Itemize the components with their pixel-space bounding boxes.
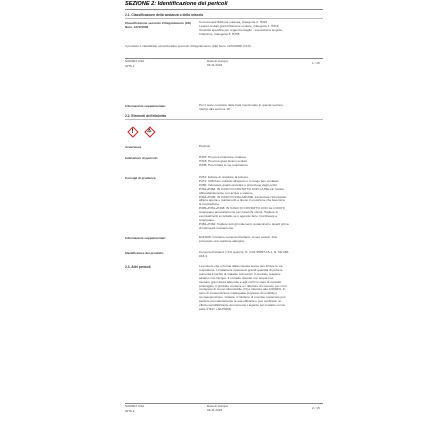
other-hazards-line: respiratorie. L'inalazione ripetuta di grandi quantità di polvere (199, 267, 283, 272)
hazard-statement: H318: Provoca gravi lesioni oculari. (199, 158, 248, 163)
precaution-line: P302+P352: IN CASO DI CONTATTO CON LA PELLE: lavare (199, 186, 284, 191)
subsection-rule (125, 18, 323, 19)
other-hazards-line: contenuto di cromo idrosolubile (VI) è inferiore allo 0,0002%. In (199, 287, 286, 292)
other-hazards-line: effetto sensibilizzante del cemento / legante sul contatto con la (199, 303, 285, 308)
classification-label: Classificazione secondo il Regolamento (CE) Num. 1272/2008 (125, 21, 192, 29)
ghs-pictograms (127, 126, 167, 138)
precautionary-statements-list (199, 176, 325, 231)
subsection-2-1-title: 2.1. Classificazione della sostanza o della miscela (125, 13, 204, 17)
other-hazards-line: alcalino con l'acqua. Il contatto ripetuto con acqua può (199, 275, 274, 280)
precautionary-statements-label: Consigli di prudenza (125, 176, 156, 180)
product-identifier-label: Identificatore del prodotto (125, 251, 164, 255)
classification-line: Irritazione, Categoria 3; H335 (199, 31, 240, 36)
supplementary-info-2-line: EUH208: Contiene cemento Portland, ceneri volanti. Può (199, 235, 278, 239)
precaution-line: sciacquare. (199, 217, 215, 222)
footer-company: SAKRET ASA (125, 404, 145, 408)
classification-line: Corrosione/irritazione cutanea, Categoria 2; H315 (199, 20, 268, 24)
supplementary-info-label: Informazioni supplementari (125, 104, 166, 108)
footer-ghs-revision: GHS 2 (125, 409, 135, 413)
footer-print-date-label: Data di stampa (207, 59, 228, 63)
footer-print-date: 06.11.2023 (207, 63, 223, 67)
precaution-line: P261: Evitare di respirare la polvere. (199, 175, 250, 179)
precaution-line: abbondantemente con acqua e sapone. (199, 190, 254, 195)
section-title: SEZIONE 2: Identificazione dei pericoli (125, 1, 228, 7)
supplementary-info-2-text (199, 236, 324, 244)
hazard-statements-label: Indicazioni di pericolo (125, 156, 158, 160)
other-hazards-line: caso di conservazione inadeguata (ingresso di umidità) o (199, 291, 278, 296)
precaution-line: P304+P340: IN CASO DI INALAZIONE: trasportare l'infortunato (199, 194, 287, 199)
product-identifier-text (199, 251, 324, 259)
precaution-line: sciacquare accuratamente per parecchi minuti. Togliere le (199, 210, 279, 215)
footer-print-date-label: Data di stampa (207, 404, 228, 408)
footer-print-date: 06.11.2023 (207, 408, 223, 412)
other-hazards-line: aumenta il rischio di malattie polmonari. Il prodotto reagisce (199, 271, 281, 276)
precaution-line: di indossarli nuovamente. (199, 225, 235, 230)
signal-word-label: Avvertenze (125, 145, 142, 149)
other-hazards-line: pelle (H317 + EUH203). (199, 306, 232, 311)
precaution-line: eventuali lenti a contatto se è agevole farlo. Continuare a (199, 214, 278, 219)
ghs-exclamation-icon: ! (127, 126, 138, 137)
classification-list (199, 21, 324, 37)
supplementary-info-text (199, 104, 324, 112)
footer-page-number: 1 / 15 (312, 61, 320, 65)
other-hazards-line: sovraesposizione, tuttavia, il riduttore di cromato contenuto può (199, 295, 286, 300)
signal-word-value: Pericolo (199, 144, 211, 148)
hazard-statement: H335: Può irritare le vie respiratorie. (199, 162, 249, 167)
supplementary-info-line: Per il testo completo delle frasi menzionate in questa sezione, (199, 103, 284, 107)
classification-line: Tossicità specifica per organi bersaglio - esposizione singola, (199, 27, 283, 32)
precaution-line: P280: Indossare guanti protettivi e protezione degli occhi. (199, 182, 278, 187)
precaution-line: P271: Utilizzare soltanto all'aperto o in luogo ben ventilato. (199, 178, 280, 183)
product-identifier-line: Cemento Portland (<1% quarzo), N. CAS 65997-15-1, N. CE 266- (199, 250, 290, 254)
footer-ghs-revision: GHS 2 (125, 64, 135, 68)
supplementary-info-2-line: provocare una reazione allergica. (199, 238, 245, 243)
precaution-line: all'aria aperta e mantenerlo a riposo in posizione che favorisca (199, 198, 285, 203)
other-hazards-line: causare gravi danni alla pelle e agli occhi in caso di contatto (199, 279, 282, 284)
footer-company: SAKRET ASA (125, 59, 145, 63)
supplementary-info-2-label: Informazioni supplementari (125, 236, 166, 240)
precaution-line: la respirazione. (199, 202, 220, 207)
product-identifier-line: 043-4 (199, 253, 207, 258)
subsection-2-2-title: 2.2. Elementi dell'etichetta (125, 114, 167, 118)
other-hazards-line: perdere prematuramente la sua efficacia e può verificarsi un (199, 299, 282, 304)
subsection-2-3-title: 2.3. Altri pericoli (125, 265, 151, 269)
precaution-line: P305+P351+P338: IN CASO DI CONTATTO CON GLI OCCHI: (199, 206, 286, 211)
ghs-corrosion-icon: ⚠ (144, 126, 155, 137)
other-hazards-line: prolungato. Il prodotto contiene un riduttore di cromato, per cui il (199, 283, 287, 288)
hazard-statements-list (199, 156, 324, 168)
other-hazards-line: La polvere che si forma dalla miscela secca può irritare le vie (199, 264, 283, 268)
precaution-line: P362+P364: Togliere tutti gli indumenti contaminati e lavarli prima (199, 221, 289, 226)
classification-note: Il prodotto è classificato ed etichettato secondo il Regolamento (CE) Num. 1272/2008 (CLP). (125, 44, 252, 48)
other-hazards-text (199, 265, 325, 312)
footer-page-number: 2 / 15 (312, 406, 320, 410)
section-title-rule (125, 9, 323, 10)
hazard-statement: H315: Provoca irritazione cutanea. (199, 155, 247, 159)
subsection-rule (125, 119, 323, 120)
supplementary-info-line: riferirsi alla sezione 16. (199, 106, 231, 111)
classification-line: Lesioni oculari gravi/irritazione oculare, Categoria 1; H318 (199, 23, 279, 28)
